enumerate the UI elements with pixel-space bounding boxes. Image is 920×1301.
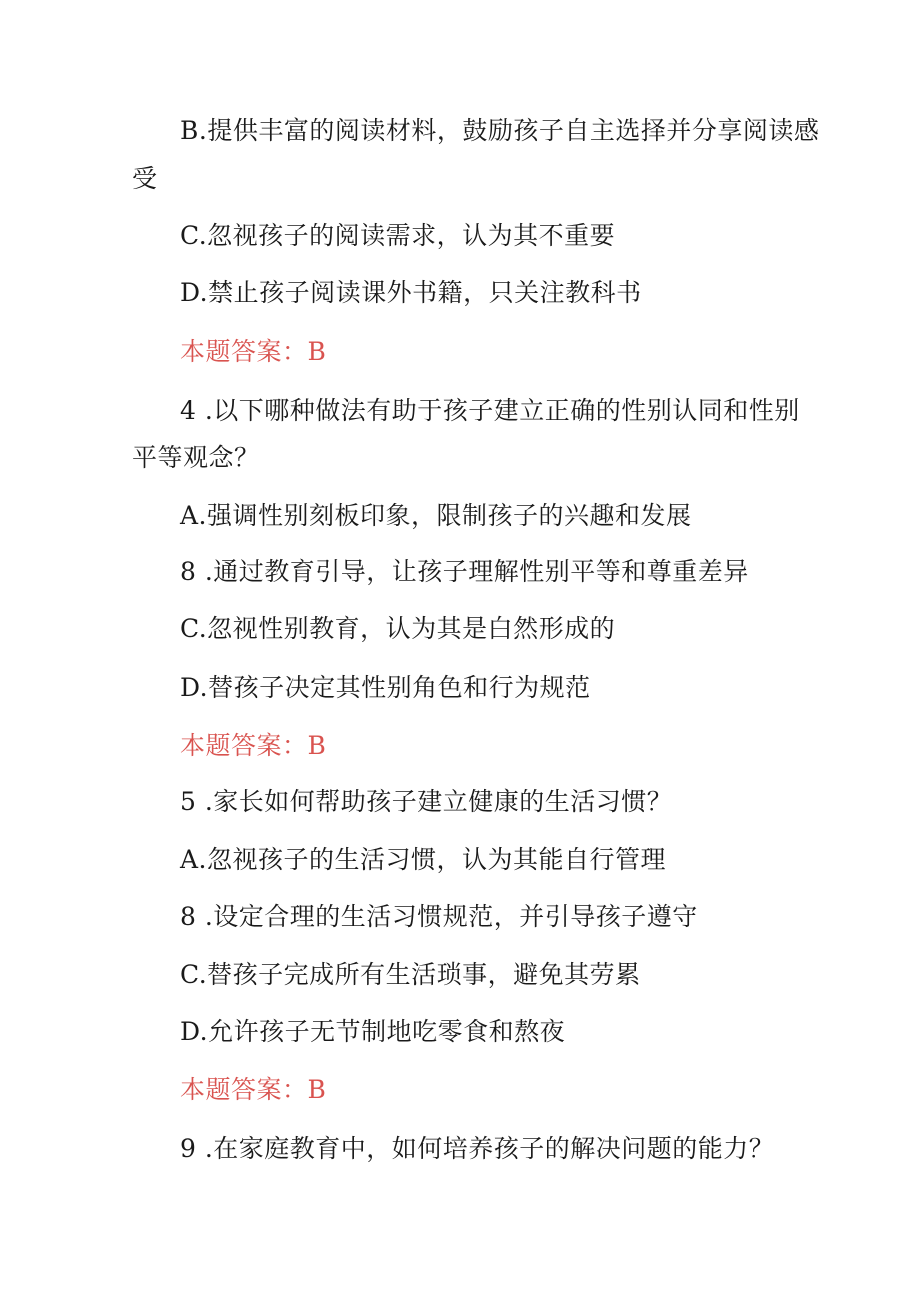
question-4-line-2: 平等观念？ <box>132 443 260 472</box>
option-c: C.忽视孩子的阅读需求，认为其不重要 <box>180 221 616 250</box>
option-a: A.强调性别刻板印象，限制孩子的兴趣和发展 <box>180 501 692 530</box>
option-d: D.允许孩子无节制地吃零食和熬夜 <box>180 1017 566 1046</box>
question-5: 5 .家长如何帮助孩子建立健康的生活习惯？ <box>180 787 673 816</box>
answer-label: 本题答案：B <box>180 1075 327 1104</box>
option-b-line-2: 受 <box>132 164 158 193</box>
option-c: C.替孩子完成所有生活琐事，避免其劳累 <box>180 960 641 989</box>
question-4-line-1: 4 .以下哪种做法有助于孩子建立正确的性别认同和性别 <box>180 396 800 425</box>
option-b: 8 .通过教育引导，让孩子理解性别平等和尊重差异 <box>180 557 749 586</box>
option-d: D.禁止孩子阅读课外书籍，只关注教科书 <box>180 278 642 307</box>
option-c: C.忽视性别教育，认为其是白然形成的 <box>180 614 616 643</box>
answer-label: 本题答案：B <box>180 731 327 760</box>
option-b: 8 .设定合理的生活习惯规范，并引导孩子遵守 <box>180 902 698 931</box>
answer-label: 本题答案：B <box>180 337 327 366</box>
question-9: 9 .在家庭教育中，如何培养孩子的解决问题的能力？ <box>180 1134 775 1163</box>
option-a: A.忽视孩子的生活习惯，认为其能自行管理 <box>180 845 667 874</box>
option-b-line-1: B.提供丰富的阅读材料，鼓励孩子自主选择并分享阅读感 <box>180 116 820 145</box>
option-d: D.替孩子决定其性别角色和行为规范 <box>180 673 591 702</box>
